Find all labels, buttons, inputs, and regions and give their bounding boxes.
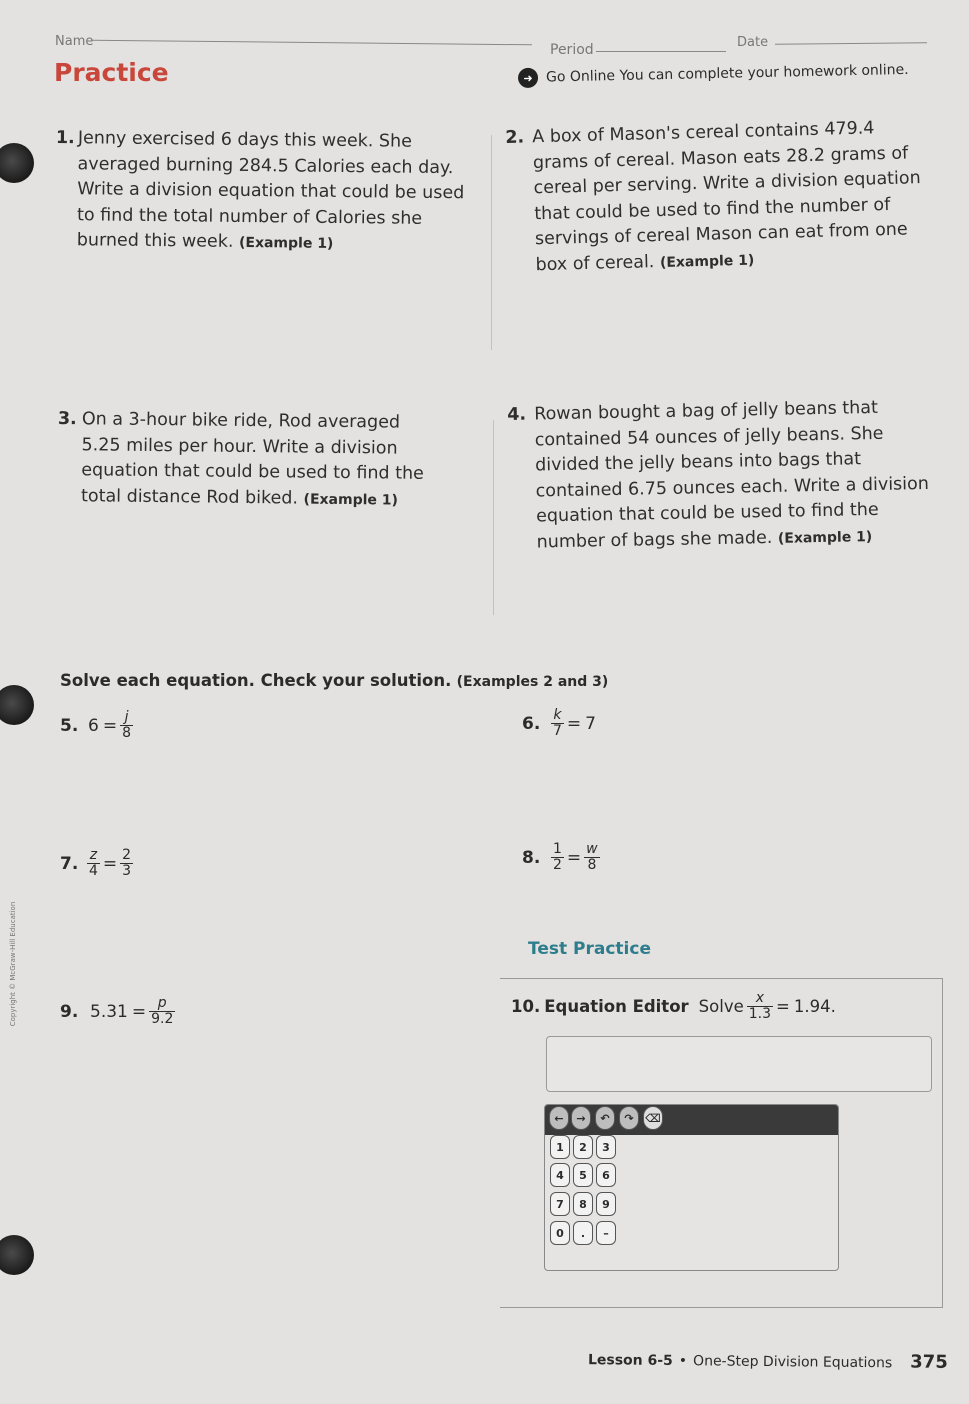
fraction: $\frac{p}{9.2}$ xyxy=(151,995,174,1027)
problem-line: Jenny exercised 6 days this week. She xyxy=(77,128,413,152)
eq-sign: = xyxy=(566,847,582,868)
period-line xyxy=(596,51,726,52)
problem-number: 6. xyxy=(522,713,541,734)
redo-button[interactable]: ↷ xyxy=(619,1106,639,1130)
eq-rhs: 7 xyxy=(585,713,596,734)
eq-rhs: 1.94. xyxy=(793,997,836,1016)
eq-lhs: 6 xyxy=(88,715,99,736)
fraction: $\frac{x}{1.3}$ xyxy=(748,990,772,1022)
problem-1 xyxy=(55,126,476,259)
solve-heading: Solve each equation. Check your solution. (Examples 2 and 3) xyxy=(60,671,609,690)
problem-line: servings of cereal Mason can eat from one xyxy=(534,219,908,250)
problem-number: 7. xyxy=(60,853,79,874)
go-online-icon: ➜ xyxy=(518,68,538,88)
equation-5 xyxy=(60,710,132,741)
answer-input[interactable] xyxy=(546,1036,932,1092)
problem-line: number of bags she made. xyxy=(536,527,773,552)
problem-line: cereal per serving. Write a division equation xyxy=(533,168,921,199)
problem-line: divided the jelly beans into bags that xyxy=(535,449,862,476)
footer-dot: • xyxy=(678,1353,688,1370)
equation-9 xyxy=(60,996,174,1027)
problem-number: 8. xyxy=(522,847,541,868)
eq-sign: = xyxy=(131,1001,147,1022)
binder-hole-middle xyxy=(0,685,34,725)
problem-number: 2. xyxy=(505,127,525,148)
fraction: $\frac{k}{7}$ xyxy=(553,707,562,739)
problem-line: that could be used to find the number of xyxy=(534,194,891,224)
key-0[interactable]: 0 xyxy=(550,1221,570,1245)
backspace-button[interactable]: ⌫ xyxy=(643,1106,663,1130)
problem-4 xyxy=(507,395,942,557)
example-ref: (Example 1) xyxy=(777,528,873,547)
copyright-notice: Copyright © McGraw-Hill Education xyxy=(9,901,17,1027)
key-3[interactable]: 3 xyxy=(596,1135,616,1159)
column-divider-top xyxy=(491,135,492,350)
eq-sign: = xyxy=(776,997,790,1016)
go-online-text: Go Online You can complete your homework online. xyxy=(545,61,909,86)
key-9[interactable]: 9 xyxy=(596,1192,616,1216)
problem-line: On a 3-hour bike ride, Rod averaged xyxy=(81,409,401,433)
example-ref: (Example 1) xyxy=(659,252,755,271)
key-8[interactable]: 8 xyxy=(573,1192,593,1216)
equation-7 xyxy=(60,848,132,879)
page-number: 375 xyxy=(910,1351,948,1373)
fraction: $\frac{1}{2}$ xyxy=(553,841,562,873)
key-decimal[interactable]: . xyxy=(573,1221,593,1245)
example-ref: (Example 1) xyxy=(238,234,334,252)
key-2[interactable]: 2 xyxy=(573,1135,593,1159)
fraction: $\frac{2}{3}$ xyxy=(122,847,132,879)
problem-line: A box of Mason's cereal contains 479.4 xyxy=(532,118,875,148)
lesson-label: Lesson 6-5 xyxy=(587,1352,673,1370)
eq-sign: = xyxy=(566,713,582,734)
go-online-banner[interactable] xyxy=(518,60,909,88)
solve-examples-ref: (Examples 2 and 3) xyxy=(456,674,609,690)
eq-sign: = xyxy=(102,715,118,736)
undo-button[interactable]: ↶ xyxy=(595,1106,615,1130)
problem-line: Write a division equation that could be used xyxy=(77,179,465,204)
problem-line: contained 54 ounces of jelly beans. She xyxy=(534,423,884,450)
key-negative[interactable]: – xyxy=(596,1221,616,1245)
date-label: Date xyxy=(737,35,769,50)
keypad-panel xyxy=(544,1104,839,1271)
name-line xyxy=(92,40,532,46)
problem-3 xyxy=(57,407,478,514)
test-practice-heading: Test Practice xyxy=(528,939,651,959)
problem-2 xyxy=(505,115,939,280)
problem-line: grams of cereal. Mason eats 28.2 grams of xyxy=(532,142,909,173)
date-line xyxy=(775,42,927,45)
column-divider-middle xyxy=(493,420,494,615)
redo-right-button[interactable]: → xyxy=(571,1106,591,1130)
problem-number: 10. xyxy=(511,997,541,1016)
equation-editor-label: Equation Editor xyxy=(544,997,689,1016)
equation-8 xyxy=(522,842,599,873)
example-ref: (Example 1) xyxy=(303,491,399,509)
problem-line: equation that could be used to find the xyxy=(81,460,424,484)
undo-left-button[interactable]: ← xyxy=(549,1106,569,1130)
binder-hole-bottom xyxy=(0,1235,34,1275)
problem-10 xyxy=(511,991,836,1022)
problem-number: 4. xyxy=(507,404,527,425)
name-label: Name xyxy=(55,34,94,49)
problem-line: averaged burning 284.5 Calories each day. xyxy=(77,153,454,178)
problem-line: to find the total number of Calories she xyxy=(76,204,423,229)
key-7[interactable]: 7 xyxy=(550,1192,570,1216)
eq-lhs: 5.31 xyxy=(90,1001,128,1022)
lesson-topic: One-Step Division Equations xyxy=(693,1353,893,1372)
period-label: Period xyxy=(550,42,594,58)
equation-6 xyxy=(522,708,596,739)
key-1[interactable]: 1 xyxy=(550,1135,570,1159)
binder-hole-top xyxy=(0,143,34,183)
key-6[interactable]: 6 xyxy=(596,1163,616,1187)
problem-number: 3. xyxy=(57,408,77,430)
problem-line: total distance Rod biked. xyxy=(80,485,299,509)
solve-text: Solve xyxy=(698,997,744,1016)
fraction: $\frac{j}{8}$ xyxy=(122,709,131,741)
page-footer xyxy=(588,1348,948,1373)
problem-line: Rowan bought a bag of jelly beans that xyxy=(534,397,879,425)
key-5[interactable]: 5 xyxy=(573,1163,593,1187)
fraction: $\frac{z}{4}$ xyxy=(89,847,98,879)
problem-number: 9. xyxy=(60,1001,79,1022)
fraction: $\frac{w}{8}$ xyxy=(586,841,598,873)
key-4[interactable]: 4 xyxy=(550,1163,570,1187)
problem-line: equation that could be used to find the xyxy=(535,499,879,527)
problem-line: box of cereal. xyxy=(535,251,655,275)
eq-sign: = xyxy=(102,853,118,874)
problem-line: burned this week. xyxy=(76,230,234,252)
page-title: Practice xyxy=(54,58,169,87)
problem-number: 5. xyxy=(60,715,79,736)
problem-line: 5.25 miles per hour. Write a division xyxy=(81,434,398,459)
problem-number: 1. xyxy=(55,127,75,149)
problem-line: contained 6.75 ounces each. Write a division xyxy=(535,473,930,501)
